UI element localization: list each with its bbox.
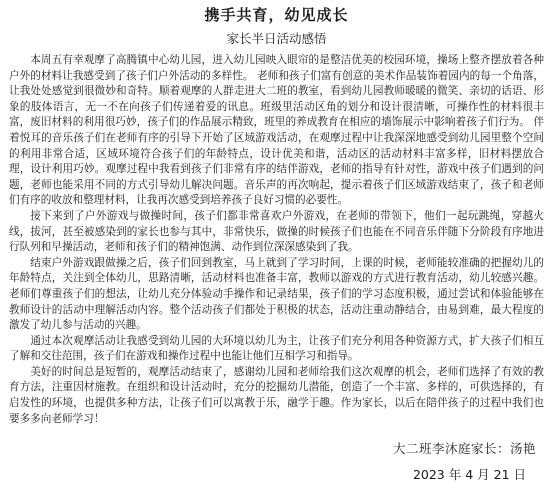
paragraph-conclusion: 美好的时间总是短暂的，观摩活动结束了，感谢幼儿园和老师给我们这次观摩的机会，老师们选择了有效的教育方法，注重因材施教。在组织和设计活动时，充分的挖掘幼儿潜能，创造了一个丰富、多样的，可供选择的，有启发性的环境，也提供多种方法，让孩子们可以寓教于乐，融学于趣。作为家长，以后在陪伴孩子的过程中我们也要多多向老师学习！ [9,365,544,425]
paragraph-observation: 本周五有幸观摩了高腾镇中心幼儿园，进入幼儿园映入眼帘的是整洁优美的校园环境，操场上整齐摆放着各种户外的材料让我感受到了孩子们户外活动的多样性。 老师和孩子们富有创意的美术作品装饰着园内的每一个角落，让我处处感觉到很微妙和奇特。顺着观摩的人群走进大二班的教室，看到幼儿园教师暖暖的微笑、亲切的话语、形象的肢体语言，无一不在向孩子们传递着爱的讯息。班级里活动区角的划分和设计很清晰，可操作性的材料很丰富，废旧材料的利用很巧妙，孩子们的作品展示精致，班里的养成教育在相应的墙饰展示中影响着孩子们行为。 伴着悦耳的音乐孩子们在老师有序的引导下开始了区域游戏活动，在观摩过程中让我深深地感受到幼儿园里整个空间的利用非常合适，区域环境符合孩子们的年龄特点，设计优美和谐，活动区的活动材料丰富多样，旧材料摆放合理，设计利用巧妙。观摩过程中我看到孩子们非常有序的结伴游戏，老师的指导有针对性，游戏中孩子们遇到的问题，老师也能采用不同的方式引导幼儿解决问题。音乐声的再次响起，提示着孩子们区域游戏结束了，孩子和老师们有序的收放和整理材料，让我再次感受到培养孩子良好习惯的必要性。 [9,54,544,207]
paragraph-outdoor-activities: 接下来到了户外游戏与做操时间，孩子们都非常喜欢户外游戏，在老师的带领下，他们一起玩跳绳，穿越火线，拔河，甚至被感染到的家长也参与其中，非常快乐，做操的时候孩子们也能在不同音乐伴随下分阶段有序地进行队列和早操活动，老师和孩子们的精神饱满、动作到位深深感染到了我。 [9,209,544,254]
document-subtitle: 家长半日活动感悟 [226,31,327,46]
document-body [9,53,544,427]
document-title: 携手共育，幼见成长 [204,6,349,24]
signature: 大二班李沐庭家长：汤艳 [392,441,536,457]
paragraph-environment: 通过本次观摩活动让我感受到幼儿园的大环境以幼儿为主，让孩子们充分利用各种资源方式，扩大孩子们相互了解和交往范围，孩子们在游戏和操作过程中也能让他们互相学习和指导。 [9,334,544,363]
date: 2023 年 4 月 21 日 [412,467,526,483]
paragraph-learning-time: 结束户外游戏跟做操之后，孩子们回到教室，马上就到了学习时间，上课的时候，老师能较准确的把握幼儿的年龄特点，关注到全体幼儿，思路清晰，活动材料也准备丰富，教师以游戏的方式进行教育活动，幼儿较感兴趣。老师们尊重孩子们的想法，让幼儿充分体验动手操作和记录结果，孩子们的学习态度积极，通过尝试和体验能够在教师设计的活动中理解活动内容。整个活动孩子们都处于积极的状态，活动注重动静结合，由易到难，最大程度的激发了幼儿参与活动的兴趣。 [9,256,544,332]
